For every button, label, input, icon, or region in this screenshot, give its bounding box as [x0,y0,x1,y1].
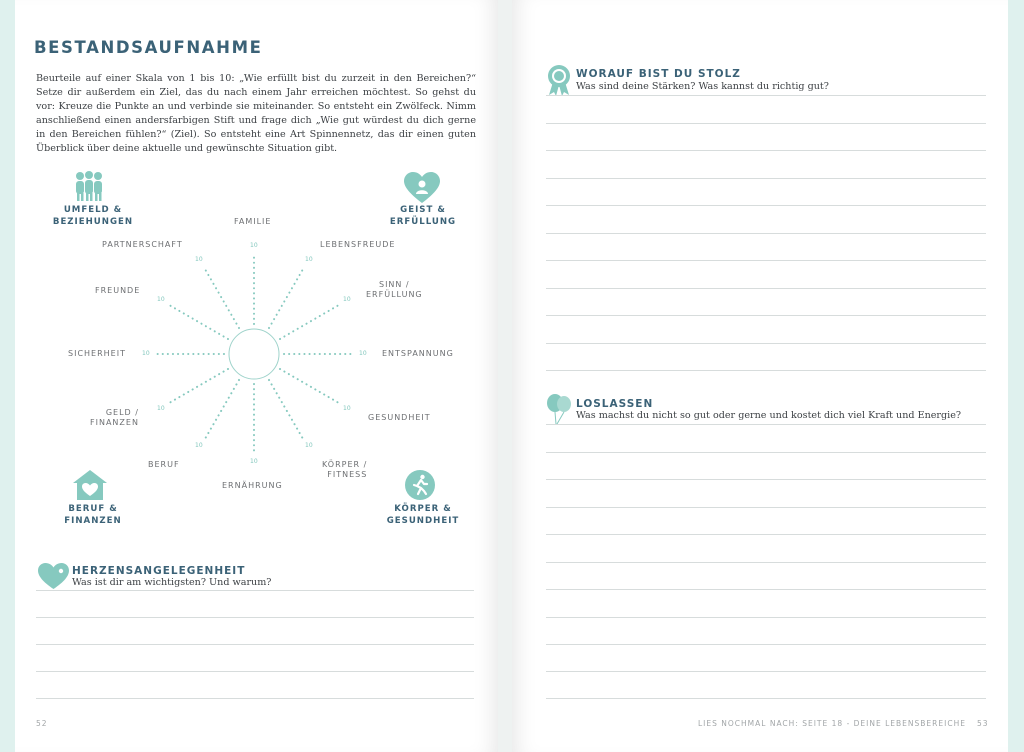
axis-label-koerper-line1: KÖRPER / [322,460,368,469]
axis-label-familie: FAMILIE [234,217,272,226]
writing-line [546,370,986,371]
axis-label-lebensfreude: LEBENSFREUDE [320,240,396,249]
writing-line [546,698,986,699]
people-icon [74,170,104,202]
writing-line [546,178,986,179]
intro-text: Beurteile auf einer Skala von 1 bis 10: „Wie erfüllt bist du zurzeit in den Bereichen?“ Setze dir außerdem ein Ziel, das du nach einem Jahr erreichen möchtest. So gehst du vor: Kreuze die Punkte an und verbinde sie miteinander. So entsteht ein Zwölfeck. Nimm anschließend einen andersfarbigen Stift und frage dich „Wie gut würdest du dich gerne in den Bereichen fühlen?“ (Ziel). So entsteht eine Art Spinnennetz, das dir einen guten Überblick über deine aktuelle und gewünschte Situation gibt. [36,73,476,154]
radial-spoke [205,380,239,439]
writing-line [546,507,986,508]
radial-spoke [169,369,228,403]
tick-10: 10 [305,442,313,449]
corner-label-geist-line1: GEIST & [400,205,446,215]
writing-line [36,698,474,699]
axis-label-geld-line1: GELD / [105,408,139,417]
axis-label-koerper-line2: FITNESS [327,470,368,479]
tick-10: 10 [305,256,313,263]
house-heart-icon [73,470,107,500]
corner-label-geist [384,204,462,228]
writing-line [36,617,474,618]
axis-label-sicherheit: SICHERHEIT [68,349,126,358]
tick-10: 10 [250,242,258,249]
writing-line [546,452,986,453]
heart-icon [38,563,69,589]
award-ribbon-icon [547,65,571,96]
axis-label-beruf: BERUF [148,460,180,469]
writing-line [546,589,986,590]
page-number-left: 52 [36,719,48,728]
writing-line [36,644,474,645]
tick-10: 10 [157,296,165,303]
writing-line [546,617,986,618]
tick-10: 10 [157,405,165,412]
axis-label-geld-line2: FINANZEN [90,418,139,427]
corner-label-umfeld-line1: UMFELD & [63,205,123,215]
radial-spoke [280,305,339,339]
writing-line [546,343,986,344]
axis-label-entspannung: ENTSPANNUNG [382,349,454,358]
writing-line [546,288,986,289]
section-subtitle-loslassen: Was machst du nicht so gut oder gerne und kostet dich viel Kraft und Energie? [576,410,962,421]
radial-spokes [156,256,352,452]
axis-label-partnerschaft: PARTNERSCHAFT [102,240,183,249]
section-title-stolz: WORAUF BIST DU STOLZ [576,68,741,80]
tick-10: 10 [250,458,258,465]
corner-label-beruf [54,503,132,527]
axis-label-geld [90,408,139,428]
corner-label-geist-line2: ERFÜLLUNG [389,217,457,227]
axis-label-sinn [366,280,423,300]
writing-line [546,95,986,96]
writing-line [546,562,986,563]
balloons-icon [546,394,572,424]
section-subtitle-stolz: Was sind deine Stärken? Was kannst du richtig gut? [576,81,829,92]
radial-spoke [205,269,239,328]
axis-label-sinn-line2: ERFÜLLUNG [366,290,423,299]
corner-label-beruf-line2: FINANZEN [64,516,122,526]
page-title: BESTANDSAUFNAHME [34,38,263,57]
runner-icon [405,470,435,500]
heart-person-icon [404,172,440,204]
tick-10: 10 [343,405,351,412]
writing-line [546,424,986,425]
writing-line [546,150,986,151]
section-title-loslassen: LOSLASSEN [576,398,654,410]
writing-line [546,479,986,480]
axis-label-koerper [322,460,367,480]
tick-10: 10 [142,350,150,357]
tick-10: 10 [195,256,203,263]
radial-spoke [269,269,303,328]
axis-label-gesundheit: GESUNDHEIT [368,413,431,422]
axis-label-freunde: FREUNDE [95,286,141,295]
writing-line [546,534,986,535]
radial-spoke [269,380,303,439]
writing-line [546,260,986,261]
page-number-right: 53 [977,719,989,728]
corner-label-umfeld-line2: BEZIEHUNGEN [52,217,134,227]
axis-label-sinn-line1: SINN / [378,280,410,289]
footer-note: LIES NOCHMAL NACH: SEITE 18 - DEINE LEBENSBEREICHE [698,719,966,728]
tick-10: 10 [343,296,351,303]
corner-label-umfeld [50,204,136,228]
corner-label-koerper-line2: GESUNDHEIT [386,516,460,526]
radial-spoke [169,305,228,339]
writing-line [546,315,986,316]
axis-label-ernaehrung: ERNÄHRUNG [222,481,283,490]
center-circle [229,329,279,379]
writing-line [546,205,986,206]
corner-label-koerper-line1: KÖRPER & [394,504,452,514]
radial-spoke [280,369,339,403]
writing-line [546,123,986,124]
writing-line [546,233,986,234]
tick-10: 10 [195,442,203,449]
section-title-herzensangelegenheit: HERZENSANGELEGENHEIT [72,565,246,577]
corner-label-beruf-line1: BERUF & [68,504,118,514]
writing-line [546,671,986,672]
section-subtitle-herzensangelegenheit: Was ist dir am wichtigsten? Und warum? [72,577,272,588]
tick-10: 10 [359,350,367,357]
writing-line [36,590,474,591]
corner-label-koerper [383,503,463,527]
writing-line [546,644,986,645]
writing-line [36,671,474,672]
